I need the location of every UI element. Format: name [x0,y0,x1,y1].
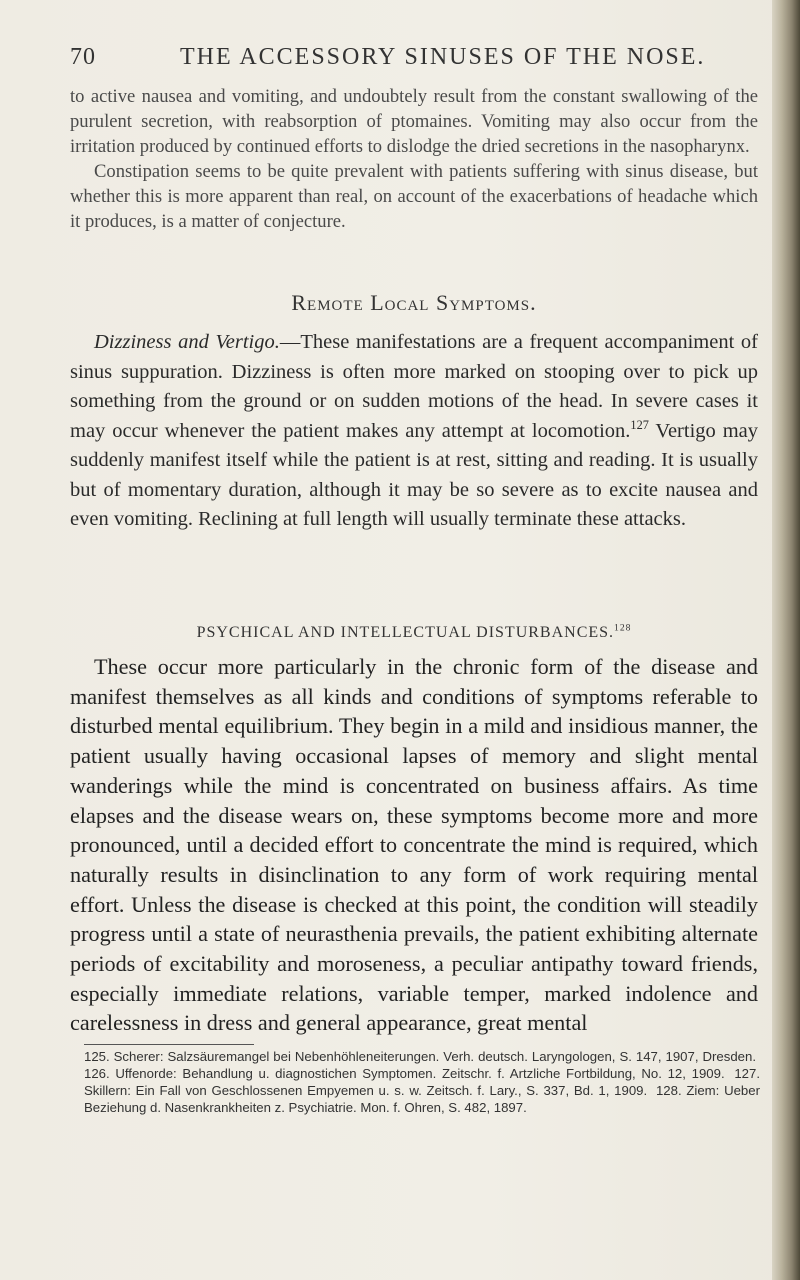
footnote-125: 125. Scherer: Salzsäuremangel bei Nebenhöhleneiterungen. Verh. deutsch. Laryngologen, S. 147, 1907, Dresden. [84,1049,756,1064]
footnote-127: 127. Skillern: Ein Fall von Geschlossenen Empyemen u. s. w. Zeitsch. f. Lary., S. 337, Bd. 1, 1909. [84,1066,760,1098]
page-header [70,44,750,80]
intro-paragraph-1: to active nausea and vomiting, and undoubtely result from the constant swallowing of the purulent secretion, with reabsorption of ptomaines. Vomiting may also occur from the irritation produced by continued efforts to dislodge the dried secretions in the nasopharynx. [70,86,758,157]
dizziness-text-1: —These manifestations are a frequent accompaniment of sinus suppuration. Dizziness is often more marked on stooping over to pick up something from the ground or on sudden motions of the head. In severe cases it may occur whenever the patient makes any attempt at locomotion. [70,331,758,442]
footnote-rule [84,1044,254,1045]
remote-section [70,328,758,535]
psychical-heading [70,624,758,642]
page-binding-edge [772,0,800,1280]
intro-paragraph-2: Constipation seems to be quite prevalent with patients suffering with sinus disease, but whether this is more apparent than real, on account of the exacerbations of headache which it produces, is a matter of conjecture. [70,161,758,232]
footnotes [84,1048,760,1116]
footnote-ref-128: 128 [614,622,632,634]
intro-section [70,84,758,234]
dizziness-title: Dizziness and Vertigo. [94,331,280,353]
running-title: THE ACCESSORY SINUSES OF THE NOSE. [180,44,706,70]
remote-symptoms-heading: Remote Local Symptoms. [291,290,537,315]
psychical-paragraph: These occur more particularly in the chronic form of the disease and manifest themselves as all kinds and conditions of symptoms referable to disturbed mental equilibrium. They begin in a mild and insidious manner, the patient usually having occasional lapses of memory and slight mental wanderings while the mind is concentrated on business affairs. As time elapses and the disease wears on, these symptoms become more and more pronounced, until a decided effort to concentrate the mind is required, which naturally results in disinclination to any form of work requiring mental effort. Unless the disease is checked at this point, the condition will steadily progress until a state of neurasthenia prevails, the patient exhibiting alternate periods of excitability and moroseness, a peculiar antipathy toward friends, especially immediate relations, variable temper, marked indolence and carelessness in dress and general appearance, great mental [70,654,758,1036]
dizziness-paragraph [70,328,758,535]
psychical-section [70,652,758,1038]
footnote-ref-127: 127 [630,417,649,432]
psychical-heading-text: PSYCHICAL AND INTELLECTUAL DISTURBANCES. [196,624,615,641]
footnote-128: 128. Ziem: Ueber Beziehung d. Nasenkrankheiten z. Psychiatrie. Mon. f. Ohren, S. 482, 1897. [84,1083,760,1115]
dizziness-text-2: Vertigo may suddenly manifest itself while the patient is at rest, sitting and reading. It is usually but of momentary duration, although it may be so severe as to excite nausea and even vomiting. Reclining at full length will usually terminate these attacks. [70,419,759,530]
page-number: 70 [70,44,96,70]
footnote-126: 126. Uffenorde: Behandlung u. diagnostichen Symptomen. Zeitschr. f. Artzliche Fortbildung, No. 12, 1909. [84,1066,725,1081]
